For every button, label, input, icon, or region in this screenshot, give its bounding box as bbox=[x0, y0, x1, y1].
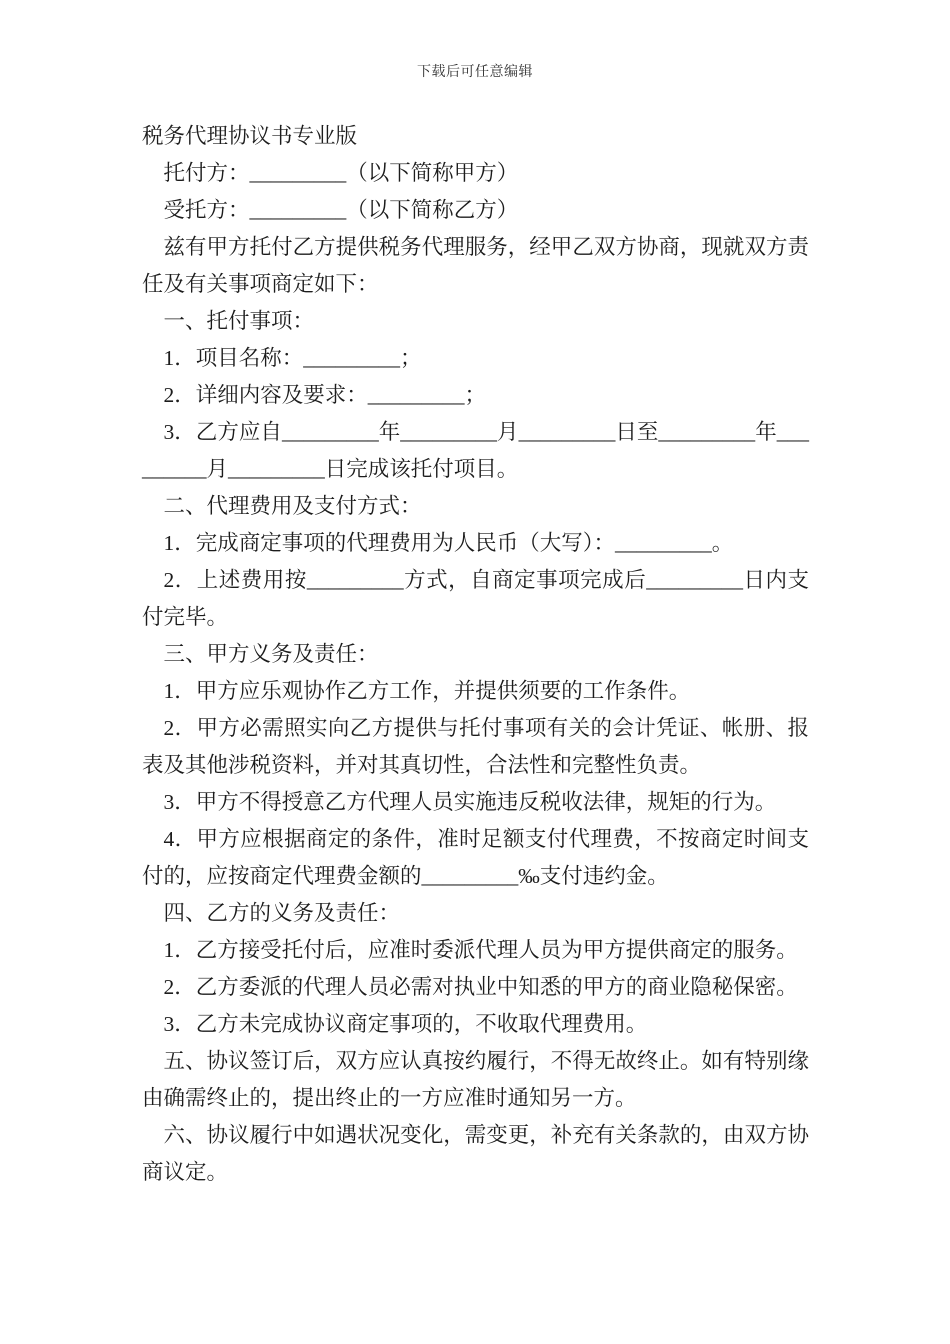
paragraph: 兹有甲方托付乙方提供税务代理服务，经甲乙双方协商，现就双方责任及有关事项商定如下： bbox=[142, 235, 809, 296]
paragraph: 托付方：_________（以下简称甲方） bbox=[163, 161, 519, 185]
paragraph: 2．甲方必需照实向乙方提供与托付事项有关的会计凭证、帐册、报表及其他涉税资料，并对其真切性，合法性和完整性负责。 bbox=[142, 716, 809, 777]
paragraph: 3．乙方未完成协议商定事项的，不收取代理费用。 bbox=[163, 1012, 648, 1036]
paragraph: 1．完成商定事项的代理费用为人民币（大写）：_________。 bbox=[163, 531, 734, 555]
paragraph: 3．甲方不得授意乙方代理人员实施违反税收法律，规矩的行为。 bbox=[163, 790, 777, 814]
paragraph: 四、乙方的义务及责任： bbox=[163, 901, 401, 925]
paragraph: 三、甲方义务及责任： bbox=[163, 642, 379, 666]
paragraph: 3．乙方应自_________年_________月_________日至_________年_________月_________日完成该托付项目。 bbox=[142, 420, 809, 481]
paragraph: 4．甲方应根据商定的条件，准时足额支付代理费，不按商定时间支付的，应按商定代理费金额的_________‰支付违约金。 bbox=[142, 827, 809, 888]
document-body bbox=[142, 118, 809, 1191]
paragraph: 五、协议签订后，双方应认真按约履行，不得无故终止。如有特别缘由确需终止的，提出终止的一方应准时通知另一方。 bbox=[142, 1049, 809, 1110]
paragraph: 1．乙方接受托付后，应准时委派代理人员为甲方提供商定的服务。 bbox=[163, 938, 798, 962]
paragraph: 2．上述费用按_________方式，自商定事项完成后_________日内支付完毕。 bbox=[142, 568, 809, 629]
paragraph: 1．甲方应乐观协作乙方工作，并提供须要的工作条件。 bbox=[163, 679, 691, 703]
paragraph: 六、协议履行中如遇状况变化，需变更，补充有关条款的，由双方协商议定。 bbox=[142, 1123, 809, 1184]
paragraph: 二、代理费用及支付方式： bbox=[163, 494, 422, 518]
paragraph: 2．乙方委派的代理人员必需对执业中知悉的甲方的商业隐秘保密。 bbox=[163, 975, 798, 999]
paragraph: 受托方：_________（以下简称乙方） bbox=[163, 198, 519, 222]
paragraph: 1．项目名称：_________； bbox=[163, 346, 422, 370]
document-title: 税务代理协议书专业版 bbox=[142, 124, 358, 148]
header-note: 下载后可任意编辑 bbox=[417, 65, 533, 80]
paragraph: 一、托付事项： bbox=[163, 309, 315, 333]
paragraph-list bbox=[142, 155, 809, 1191]
paragraph: 2．详细内容及要求：_________； bbox=[163, 383, 487, 407]
